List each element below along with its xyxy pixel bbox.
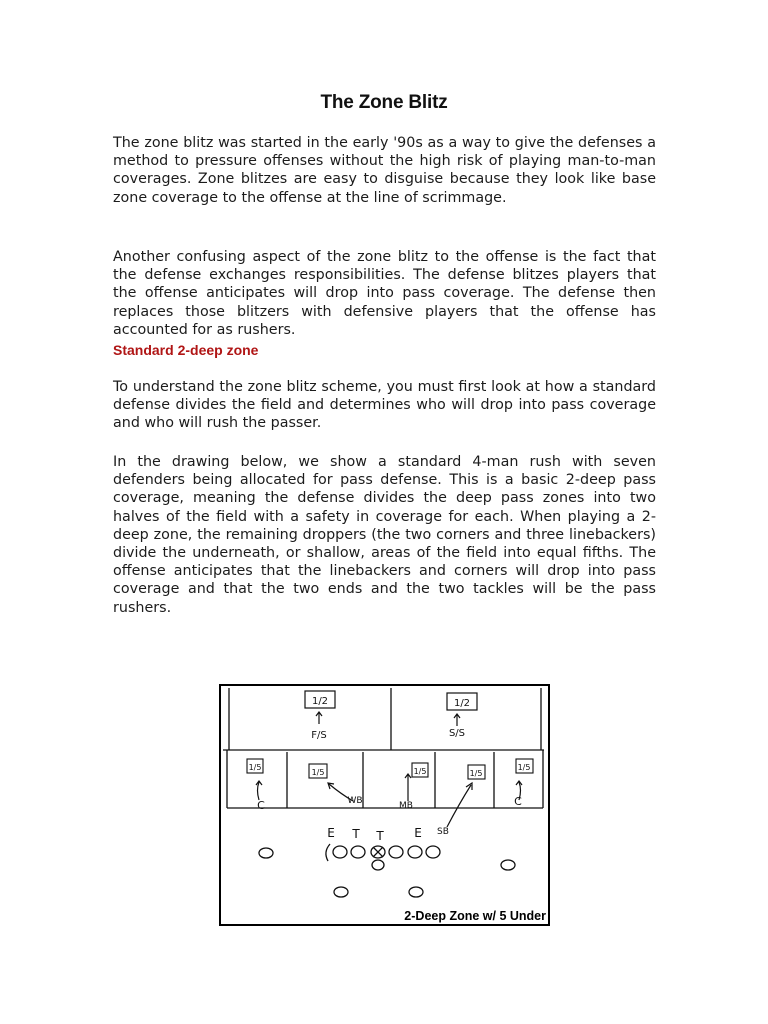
deep-zone-left-label: 1/2 xyxy=(311,696,329,707)
free-safety-label: F/S xyxy=(311,730,327,741)
paragraph-drawing-below: In the drawing below, we show a standard 4-man rush with seven defenders being allocated for pass defense. This is a basic 2-deep pass coverage, meaning the defense divides the deep pass zones into two halves of the field with a safety in coverage for each. When playing a 2-deep zone, the remaining droppers (the two corners and three linebackers) divide the underneath, or shallow, areas of the field into equal fifths. The offense anticipates that the linebackers and corners will drop into pass coverage and that the two ends and the two tackles will be the pass rushers. xyxy=(113,454,656,616)
zone-diagram xyxy=(219,684,550,926)
under-zone-2-label: 1/5 xyxy=(311,768,325,777)
strong-safety-label: S/S xyxy=(448,728,466,739)
under-zone-4-label: 1/5 xyxy=(469,769,483,778)
corner-left-label: C xyxy=(257,799,265,812)
under-zone-5-label: 1/5 xyxy=(517,763,531,772)
line-label-tackle-left: T xyxy=(352,827,360,841)
weak-backer-label: WB xyxy=(347,796,363,806)
corner-right-label: C xyxy=(514,795,522,808)
line-label-tackle-right: T xyxy=(376,829,384,843)
under-zone-1-label: 1/5 xyxy=(248,763,262,772)
line-label-slot-back: SB xyxy=(437,827,449,837)
paragraph-confusing-aspect: Another confusing aspect of the zone blitz to the offense is the fact that the defense exchanges responsibilities. The defense blitzes players that the offense anticipates will drop into pass coverage. The defense then replaces those blitzers with defensive players that the offense has accounted for as rushers. xyxy=(113,249,656,338)
line-label-end-left: E xyxy=(327,826,335,840)
page-title: The Zone Blitz xyxy=(320,92,448,113)
diagram-caption: 2-Deep Zone w/ 5 Under xyxy=(404,909,546,923)
under-zone-3-label: 1/5 xyxy=(413,767,427,776)
paragraph-intro: The zone blitz was started in the early '90s as a way to give the defenses a method to pressure offenses without the high risk of playing man-to-man coverages. Zone blitzes are easy to disguise because they look like base zone coverage to the offense at the line of scrimmage. xyxy=(113,135,656,206)
line-label-end-right: E xyxy=(414,826,422,840)
zone-diagram-svg xyxy=(219,684,550,926)
paragraph-understand: To understand the zone blitz scheme, you must first look at how a standard defense divides the field and determines who will drop into pass coverage and who will rush the passer. xyxy=(113,379,656,432)
diagram-frame xyxy=(220,685,549,925)
deep-zone-right-label: 1/2 xyxy=(453,698,471,709)
section-heading: Standard 2-deep zone xyxy=(113,342,259,358)
middle-backer-label: MB xyxy=(399,801,413,811)
